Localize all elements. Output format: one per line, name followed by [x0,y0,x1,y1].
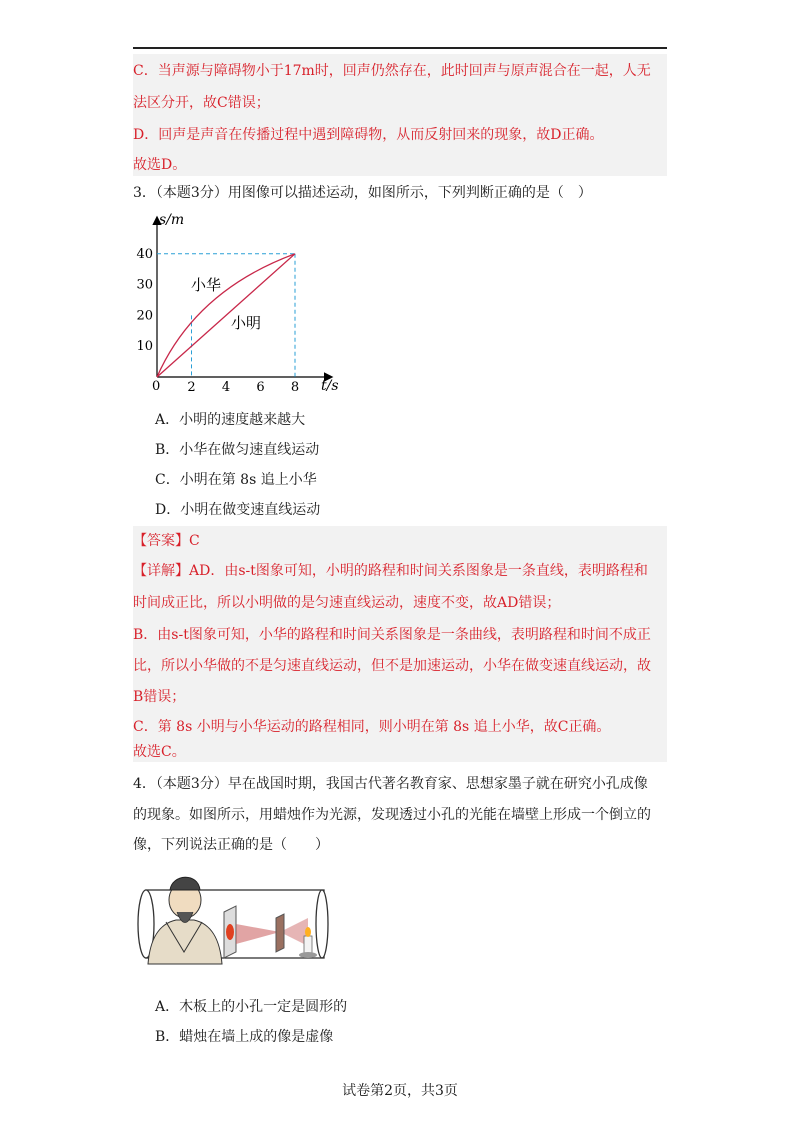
xiaoming-line [157,254,295,377]
explanation-line: 比，所以小华做的不是匀速直线运动，但不是加速运动，小华在做变速直线运动，故 [133,658,651,674]
answer-line: D．回声是声音在传播过程中遇到障碍物，从而反射回来的现象，故D正确。 [133,127,604,143]
option-b: B．小华在做匀速直线运动 [155,442,320,458]
answer-line: C．当声源与障碍物小于17m时，回声仍然存在，此时回声与原声混合在一起，人无 [133,63,651,79]
x-tick-label: 2 [187,380,196,395]
page-footer: 试卷第2页，共3页 [342,1083,458,1099]
curve-label-hua: 小华 [191,276,222,294]
q4-option-a: A．木板上的小孔一定是圆形的 [155,999,348,1015]
option-c: C．小明在第 8s 追上小华 [155,472,317,488]
y-axis-label: s/m [159,212,185,228]
y-tick-label: 10 [136,339,153,355]
y-tick-label: 30 [136,277,153,293]
top-rule [133,47,667,49]
mozi-pinhole-illustration [130,860,330,972]
st-graph [125,208,365,398]
explanation-line: C．第 8s 小明与小华运动的路程相同，则小明在第 8s 追上小华，故C正确。 [133,719,611,735]
option-d: D．小明在做变速直线运动 [155,502,321,518]
q4-option-b: B．蜡烛在墙上成的像是虚像 [155,1029,334,1045]
answer-line: 故选D。 [133,157,187,173]
x-tick-label: 4 [221,380,231,395]
x-tick-label: 8 [290,380,300,395]
question-3-stem: 3．（本题3分）用图像可以描述运动，如图所示，下列判断正确的是（ ） [133,185,592,201]
question-4-stem-line: 的现象。如图所示，用蜡烛作为光源，发现透过小孔的光能在墙壁上形成一个倒立的 [133,807,651,823]
explanation-line: B错误； [133,689,186,705]
x-tick-label: 6 [256,380,265,395]
explanation-line: 时间成正比，所以小明做的是匀速直线运动，速度不变，故AD错误； [133,595,561,611]
question-4-stem-line: 4．（本题3分）早在战国时期，我国古代著名教育家、思想家墨子就在研究小孔成像 [133,776,648,792]
answer-line: 法区分开，故C错误； [133,95,270,111]
question-4-stem-line: 像，下列说法正确的是（ ） [133,837,329,853]
answer-label: 【答案】C [133,533,200,549]
origin-label: 0 [152,379,161,394]
explanation-line: 故选C。 [133,744,186,760]
y-tick-label: 40 [136,246,153,262]
line-label-ming: 小明 [231,314,262,332]
y-tick-label: 20 [136,308,153,324]
option-a: A．小明的速度越来越大 [155,412,306,428]
x-axis-label: t/s [321,378,339,394]
explanation-line: 【详解】AD．由s-t图象可知，小明的路程和时间关系图象是一条直线，表明路程和 [133,563,648,579]
explanation-line: B．由s-t图象可知，小华的路程和时间关系图象是一条曲线，表明路程和时间不成正 [133,627,651,643]
